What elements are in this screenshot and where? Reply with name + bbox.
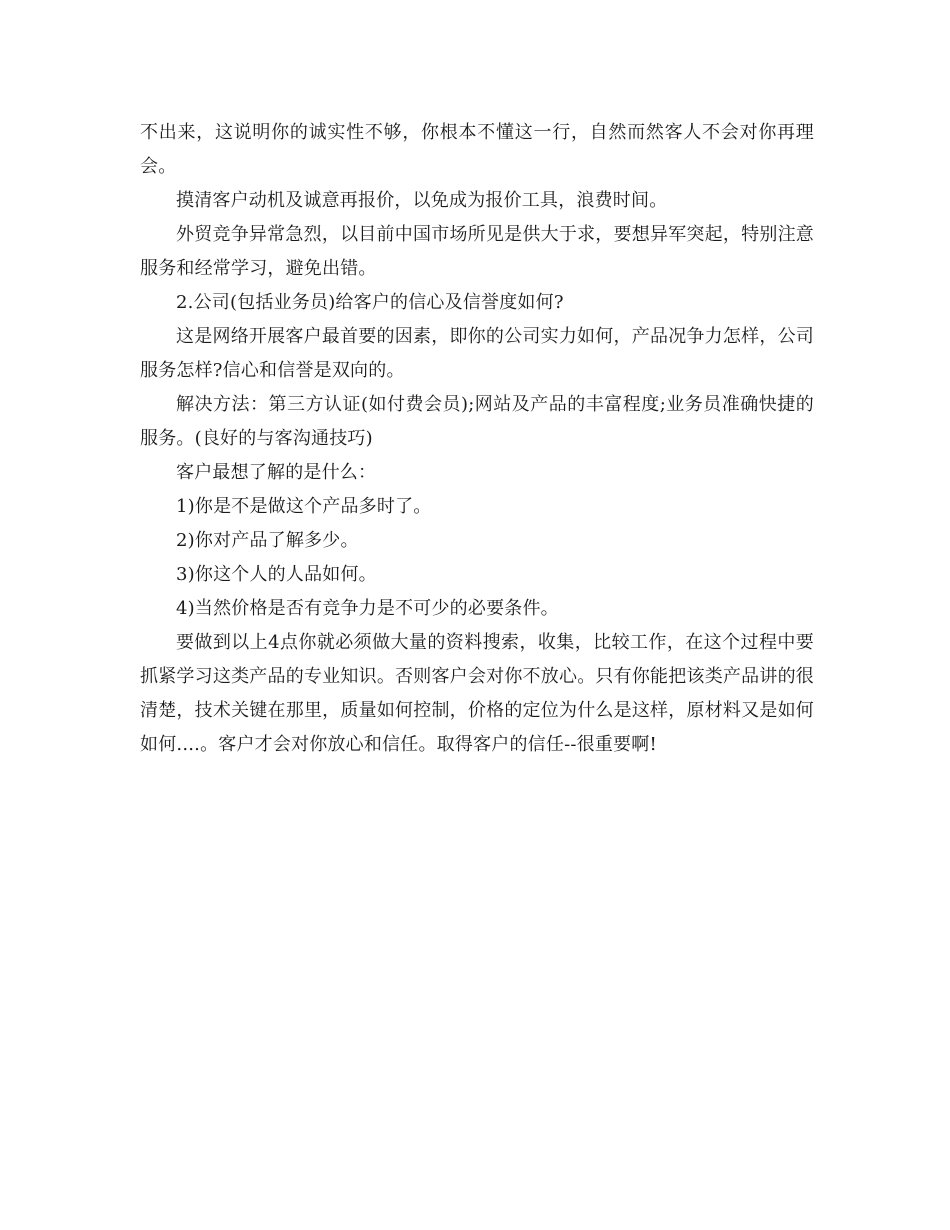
list-item-2: 2)你对产品了解多少。 xyxy=(176,530,359,551)
paragraph-2: 摸清客户动机及诚意再报价，以免成为报价工具，浪费时间。 xyxy=(176,190,668,211)
section-heading-2: 2.公司(包括业务员)给客户的信心及信誉度如何? xyxy=(176,292,564,313)
list-item-4: 4)当然价格是否有竞争力是不可少的必要条件。 xyxy=(176,598,559,619)
list-item-3: 3)你这个人的人品如何。 xyxy=(176,564,377,585)
paragraph-7: 客户最想了解的是什么： xyxy=(176,462,377,483)
paragraph-1: 不出来，这说明你的诚实性不够，你根本不懂这一行，自然而然客人不会对你再理会。 xyxy=(140,122,814,177)
list-item-1: 1)你是不是做这个产品多时了。 xyxy=(176,496,432,517)
paragraph-12: 要做到以上4点你就必须做大量的资料搜索，收集，比较工作，在这个过程中要抓紧学习这类产品的专业知识。否则客户会对你不放心。只有你能把该类产品讲的很清楚，技术关键在那里，质量如何控制，价格的定位为什么是这样，原材料又是如何如何....。客户才会对你放心和信任。取得客户的信任--很重要啊! xyxy=(140,632,814,755)
paragraph-5: 这是网络开展客户最首要的因素，即你的公司实力如何，产品况争力怎样，公司服务怎样?信心和信誉是双向的。 xyxy=(140,326,814,381)
paragraph-3: 外贸竞争异常急烈，以目前中国市场所见是供大于求，要想异军突起，特别注意服务和经常学习，避免出错。 xyxy=(140,224,814,279)
document-body xyxy=(140,116,814,762)
paragraph-6: 解决方法：第三方认证(如付费会员);网站及产品的丰富程度;业务员准确快捷的服务。(良好的与客沟通技巧) xyxy=(140,394,814,449)
